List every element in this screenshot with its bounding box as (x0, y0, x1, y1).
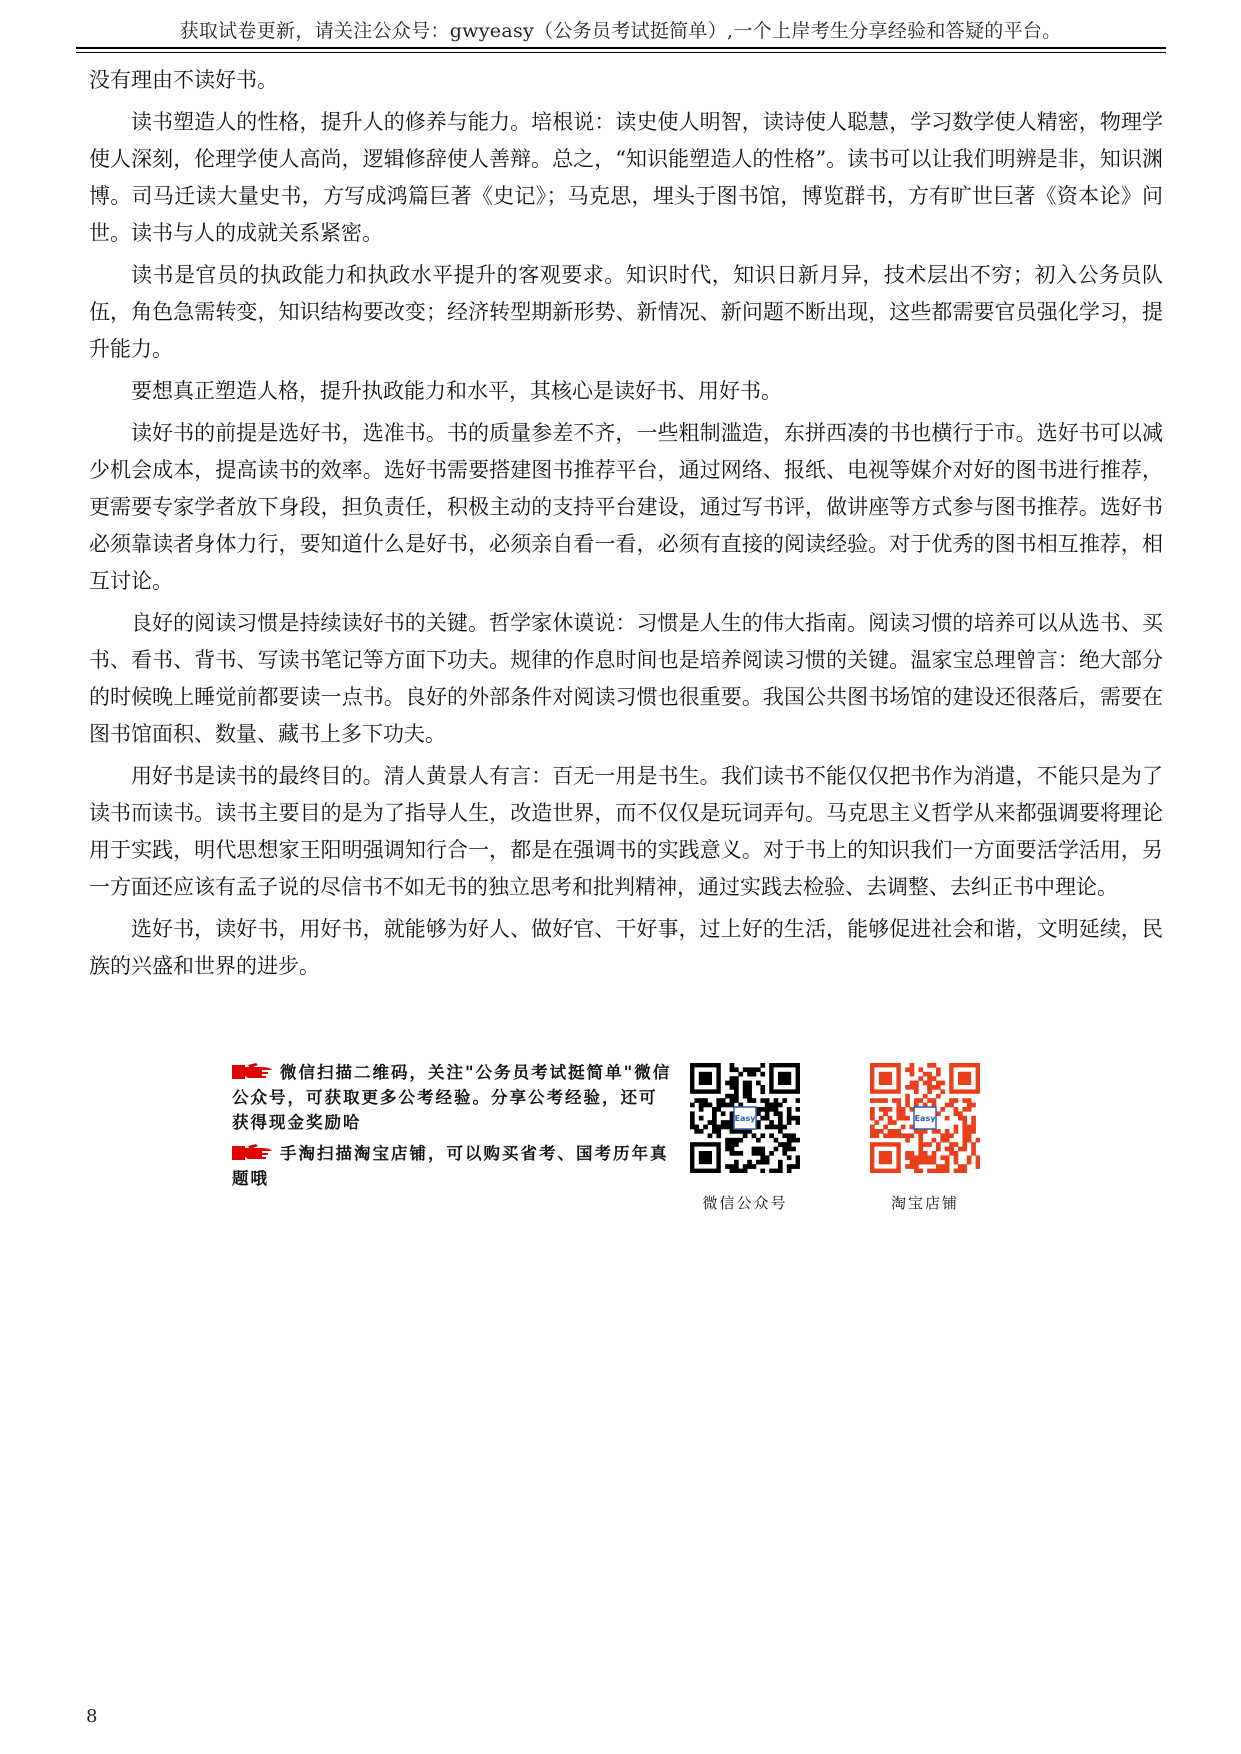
header-rule-thin (76, 52, 1166, 53)
promo-wechat (232, 1060, 672, 1135)
taobao-qr-code (870, 1063, 980, 1173)
header-rule-thick (76, 47, 1166, 49)
paragraph: 没有理由不读好书。 (89, 68, 278, 92)
page-header: 获取试卷更新，请关注公众号：gwyeasy（公务员考试挺简单）,一个上岸考生分享经验和答疑的平台。 (179, 20, 1062, 42)
svg-text:Easy: Easy (914, 1114, 936, 1124)
paragraph: 读书塑造人的性格，提升人的修养与能力。培根说：读史使人明智，读诗使人聪慧，学习数学使人精密，物理学使人深刻，伦理学使人高尚，逻辑修辞使人善辩。总之，“知识能塑造人的性格”。读书可以让我们明辨是非，知识渊博。司马迁读大量史书，方写成鸿篇巨著《史记》；马克思，埋头于图书馆，博览群书，方有旷世巨著《资本论》问世。读书与人的成就关系紧密。 (89, 110, 1163, 245)
article-body (89, 62, 1163, 990)
taobao-qr-label: 淘宝店铺 (890, 1194, 959, 1212)
paragraph: 用好书是读书的最终目的。清人黄景人有言：百无一用是书生。我们读书不能仅仅把书作为消遣，不能只是为了读书而读书。读书主要目的是为了指导人生，改造世界，而不仅仅是玩词弄句。马克思主义哲学从来都强调要将理论用于实践，明代思想家王阳明强调知行合一，都是在强调书的实践意义。对于书上的知识我们一方面要活学活用，另一方面还应该有孟子说的尽信书不如无书的独立思考和批判精神，通过实践去检验、去调整、去纠正书中理论。 (89, 764, 1163, 899)
promo-taobao (232, 1141, 672, 1191)
paragraph: 良好的阅读习惯是持续读好书的关键。哲学家休谟说：习惯是人生的伟大指南。阅读习惯的培养可以从选书、买书、看书、背书、写读书笔记等方面下功夫。规律的作息时间也是培养阅读习惯的关键。温家宝总理曾言：绝大部分的时候晚上睡觉前都要读一点书。良好的外部条件对阅读习惯也很重要。我国公共图书场馆的建设还很落后，需要在图书馆面积、数量、藏书上多下功夫。 (89, 611, 1163, 746)
promo-taobao-text: 手淘扫描淘宝店铺，可以购买省考、国考历年真题哦 (232, 1144, 669, 1188)
paragraph: 要想真正塑造人格，提升执政能力和水平，其核心是读好书、用好书。 (131, 379, 782, 403)
paragraph: 读好书的前提是选好书，选准书。书的质量参差不齐，一些粗制滥造，东拼西凑的书也横行于市。选好书可以减少机会成本，提高读书的效率。选好书需要搭建图书推荐平台，通过网络、报纸、电视等媒介对好的图书进行推荐，更需要专家学者放下身段，担负责任，积极主动的支持平台建设，通过写书评，做讲座等方式参与图书推荐。选好书必须靠读者身体力行，要知道什么是好书，必须亲自看一看，必须有直接的阅读经验。对于优秀的图书相互推荐，相互讨论。 (89, 421, 1163, 593)
promo-wechat-text: 微信扫描二维码，关注"公务员考试挺简单"微信公众号，可获取更多公考经验。分享公考经验，还可获得现金奖励哈 (232, 1063, 672, 1132)
pointing-hand-icon (232, 1061, 274, 1081)
svg-text:Easy: Easy (734, 1114, 756, 1124)
page-number: 8 (86, 1706, 98, 1727)
pointing-hand-icon (232, 1142, 274, 1162)
paragraph: 选好书，读好书，用好书，就能够为好人、做好官、干好事，过上好的生活，能够促进社会和谐，文明延续，民族的兴盛和世界的进步。 (89, 917, 1163, 978)
promo-block (232, 1060, 672, 1197)
paragraph: 读书是官员的执政能力和执政水平提升的客观要求。知识时代，知识日新月异，技术层出不穷；初入公务员队伍，角色急需转变，知识结构要改变；经济转型期新形势、新情况、新问题不断出现，这些都需要官员强化学习，提升能力。 (89, 263, 1163, 361)
wechat-qr-label: 微信公众号 (702, 1194, 788, 1212)
wechat-qr-code (690, 1063, 800, 1173)
